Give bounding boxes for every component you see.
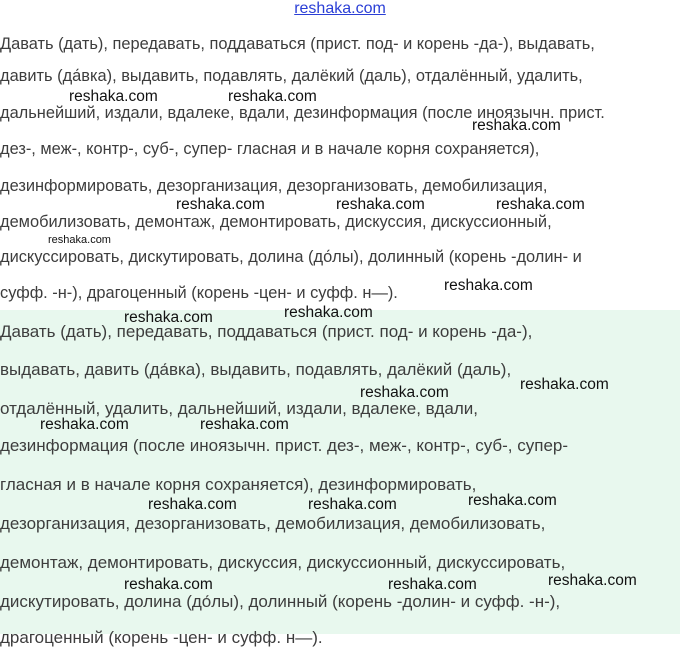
watermark: reshaka.com [124, 576, 213, 593]
text-line: выдавать, давить (да́вка), выдавить, подавлять, далёкий (даль), [0, 360, 512, 379]
text-line: Давать (дать), передавать, поддаваться (прист. под- и корень -да-), [0, 322, 533, 341]
text-line: суфф. -н-), драгоценный (корень -цен- и суфф. н—). [0, 284, 398, 302]
watermark: reshaka.com [124, 309, 213, 326]
text-line: демонтаж, демонтировать, дискуссия, дискуссионный, дискуссировать, [0, 553, 566, 572]
text-line: дезинформация (после иноязычн. прист. дез-, меж-, контр-, суб-, супер- [0, 436, 569, 455]
watermark: reshaka.com [496, 196, 585, 213]
watermark: reshaka.com [200, 416, 289, 433]
watermark: reshaka.com [308, 496, 397, 513]
text-line: дискутировать, долина (до́лы), долинный (корень -долин- и суфф. -н-), [0, 592, 561, 611]
text-line: гласная и в начале корня сохраняется), дезинформировать, [0, 475, 477, 494]
text-line: дезинформировать, дезорганизация, дезорганизовать, демобилизация, [0, 177, 548, 195]
text-line: дискуссировать, дискутировать, долина (до́лы), долинный (корень -долин- и [0, 248, 582, 266]
watermark: reshaka.com [284, 304, 373, 321]
text-line: дальнейший, издали, вдалеке, вдали, дезинформация (после иноязычн. прист. [0, 104, 605, 122]
watermark: reshaka.com [48, 234, 111, 246]
watermark: reshaka.com [228, 88, 317, 105]
watermark: reshaka.com [176, 196, 265, 213]
watermark: reshaka.com [336, 196, 425, 213]
watermark: reshaka.com [360, 384, 449, 401]
text-line: Давать (дать), передавать, поддаваться (прист. под- и корень -да-), выдавать, [0, 35, 595, 53]
watermark: reshaka.com [444, 277, 533, 294]
watermark: reshaka.com [548, 572, 637, 589]
watermark: reshaka.com [148, 496, 237, 513]
watermark: reshaka.com [520, 376, 609, 393]
text-line: отдалённый, удалить, дальнейший, издали, вдалеке, вдали, [0, 399, 478, 418]
watermark: reshaka.com [468, 492, 557, 509]
site-header [0, 0, 680, 22]
watermark: reshaka.com [388, 576, 477, 593]
text-line: драгоценный (корень -цен- и суфф. н—). [0, 628, 323, 647]
text-block-plain [0, 24, 680, 310]
text-line: давить (да́вка), выдавить, подавлять, далёкий (даль), отдалённый, удалить, [0, 67, 583, 85]
text-line: дез-, меж-, контр-, суб-, супер- гласная и в начале корня сохраняется), [0, 140, 540, 158]
text-line: демобилизовать, демонтаж, демонтировать, дискуссия, дискуссионный, [0, 213, 552, 231]
watermark: reshaka.com [69, 88, 158, 105]
text-line: дезорганизация, дезорганизовать, демобилизация, демобилизовать, [0, 514, 546, 533]
watermark: reshaka.com [40, 416, 129, 433]
site-link[interactable]: reshaka.com [294, 0, 386, 17]
watermark: reshaka.com [472, 117, 561, 134]
